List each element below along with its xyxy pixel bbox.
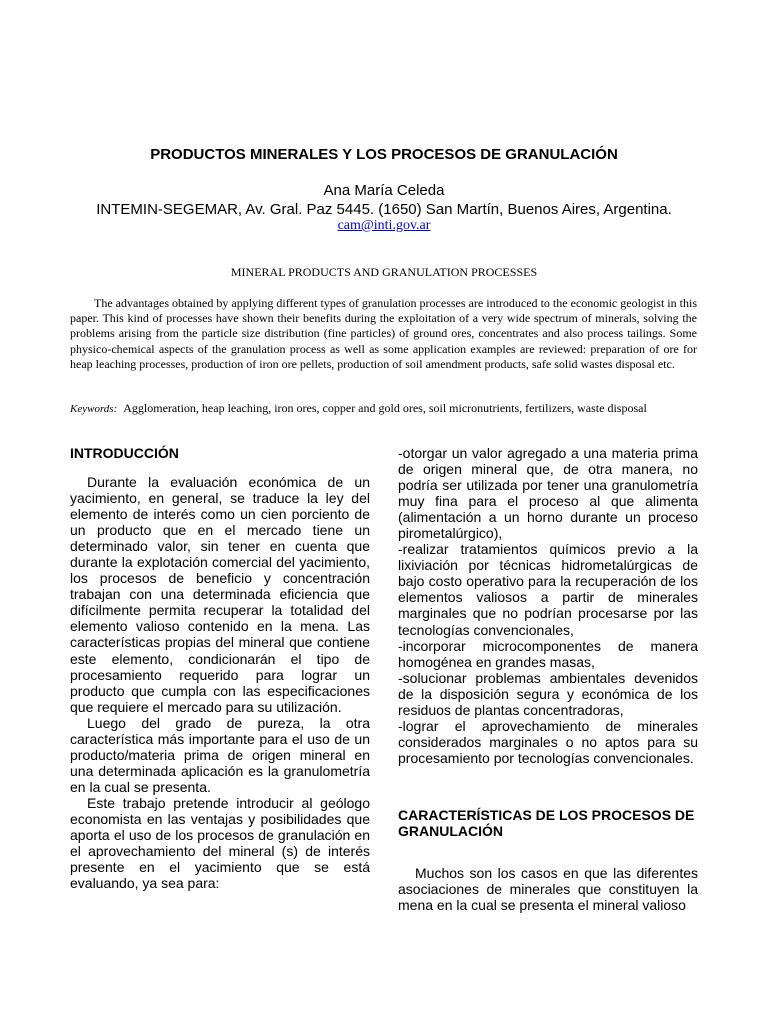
- list-item: -realizar tratamientos químicos previo a la lixiviación por técnicas hidrometalúrgicas de bajo costo operativo para la recuperación de los elementos valiosos a partir de minerales marginales que no podrían procesarse por las tecnologías convencionales,: [398, 541, 698, 638]
- list-item: -solucionar problemas ambientales devenidos de la disposición segura y económica de los residuos de plantas concentradoras,: [398, 669, 698, 718]
- author-name: Ana María Celeda: [323, 182, 445, 199]
- keywords-list: Agglomeration, heap leaching, iron ores, copper and gold ores, soil micronutrients, fertilizers, waste disposal: [123, 401, 647, 415]
- english-title: MINERAL PRODUCTS AND GRANULATION PROCESSES: [230, 265, 538, 279]
- left-column: [70, 445, 370, 891]
- author-email-link[interactable]: cam@inti.gov.ar: [337, 218, 431, 233]
- list-item: -lograr el aprovechamiento de minerales considerados marginales o no aptos para su procesamiento por tecnologías convencionales.: [398, 717, 698, 766]
- section2-paragraph: Muchos son los casos en que las diferentes asociaciones de minerales que constituyen la mena en la cual se presenta el mineral valioso: [398, 864, 698, 914]
- purpose-list: [398, 445, 698, 766]
- abstract-text: The advantages obtained by applying different types of granulation processes are introduced to the economic geologist in this paper. This kind of processes have shown their benefits during the exploitation of a very wide spectrum of minerals, solving the problems arising from the particle size distribution (fine particles) of ground ores, concentrates and also process tailings. Some physico-chemical aspects of the granulation process as well as some application examples are reviewed: preparation of ore for heap leaching processes, production of iron ore pellets, production of soil amendment products, safe solid wastes disposal etc.: [70, 296, 697, 371]
- list-item: -incorporar microcomponentes de manera homogénea en grandes masas,: [398, 637, 698, 670]
- intro-paragraph: Durante la evaluación económica de un yacimiento, en general, se traduce la ley del elemento de interés como un cien porciento de un producto que en el mercado tiene un determinado valor, sin tener en cuenta que durante la explotación comercial del yacimiento, los procesos de beneficio y concentración trabajan con una determinada eficiencia que difícilmente permita recuperar la totalidad del elemento valioso contenido en la mena. Las características propias del mineral que contiene este elemento, condicionarán el tipo de procesamiento requerido para lograr un producto que cumpla con las especificaciones que requiere el mercado para su utilización.: [70, 474, 370, 715]
- list-item: -otorgar un valor agregado a una materia prima de origen mineral que, de otra manera, no podría ser utilizada por tener una granulometría muy fina para el proceso al que alimenta (alimentación a un horno durante un proceso pirometalúrgico),: [398, 445, 698, 542]
- section-heading-introduccion: INTRODUCCIÓN: [70, 445, 179, 461]
- keywords-line: [70, 401, 730, 416]
- intro-paragraph: Este trabajo pretende introducir al geólogo economista en las ventajas y posibilidades que aporta el uso de los procesos de granulación en el aprovechamiento del mineral (s) de interés presente en el yacimiento que se está evaluando, ya sea para:: [70, 794, 370, 892]
- right-column: [398, 445, 698, 913]
- section-heading-caracteristicas: CARACTERÍSTICAS DE LOS PROCESOS DE GRANULACIÓN: [398, 806, 695, 839]
- keywords-label: Keywords:: [70, 403, 118, 415]
- paper-title: PRODUCTOS MINERALES Y LOS PROCESOS DE GRANULACIÓN: [150, 146, 618, 163]
- section-caracteristicas: [398, 807, 698, 913]
- author-affiliation: INTEMIN-SEGEMAR, Av. Gral. Paz 5445. (1650) San Martín, Buenos Aires, Argentina.: [96, 201, 672, 218]
- intro-paragraph: Luego del grado de pureza, la otra característica más importante para el uso de un producto/materia prima de origen mineral en una determinada aplicación es la granulometría en la cual se presenta.: [70, 714, 370, 795]
